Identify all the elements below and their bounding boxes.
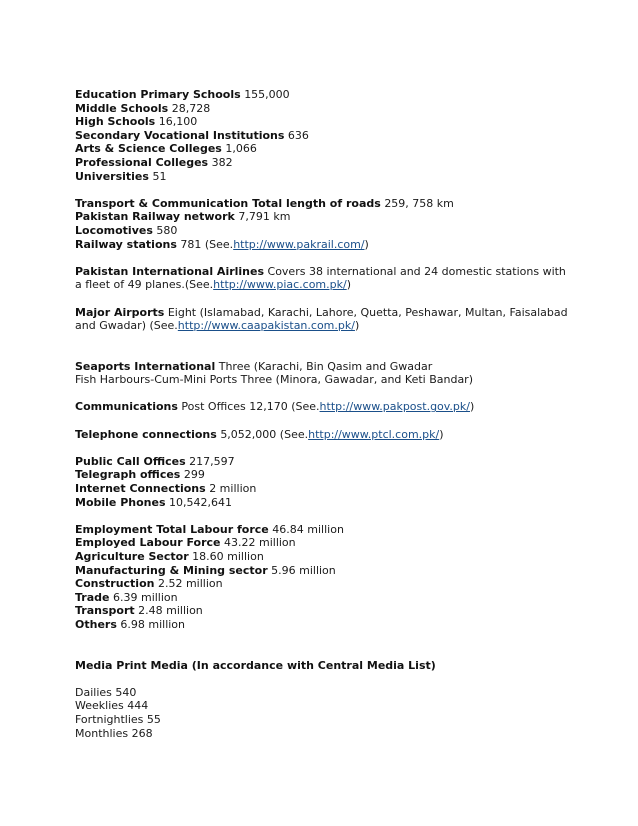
stat-label: Mobile Phones xyxy=(75,495,166,509)
caa-link[interactable]: http://www.caapakistan.com.pk/ xyxy=(177,319,355,333)
stat-value: 259, 758 km xyxy=(384,196,454,210)
stat-label: Employment Total Labour force xyxy=(75,522,269,536)
stat-line xyxy=(75,482,575,496)
fish-harbours-line: Fish Harbours-Cum-Mini Ports Three (Minora, Gawadar, and Keti Bandar) xyxy=(75,373,473,387)
stat-line xyxy=(75,224,575,238)
stat-line xyxy=(75,564,575,578)
stat-value: 155,000 xyxy=(244,88,290,101)
close-paren: ) xyxy=(364,237,369,251)
media-heading xyxy=(75,659,575,673)
stat-value: 51 xyxy=(152,169,167,183)
stat-value: 1,066 xyxy=(225,142,257,156)
stat-label: Internet Connections xyxy=(75,482,206,496)
list-item: Weeklies 444 xyxy=(75,699,149,713)
stat-value: 636 xyxy=(287,128,309,142)
stat-line xyxy=(75,360,575,374)
stat-label: Pakistan Railway network xyxy=(75,210,235,224)
stat-value: 46.84 million xyxy=(272,522,344,536)
document-page xyxy=(75,88,575,740)
stat-line xyxy=(75,496,575,510)
stat-line xyxy=(75,455,575,469)
stat-label: Secondary Vocational Institutions xyxy=(75,128,285,142)
stat-value: 6.98 million xyxy=(120,617,186,631)
stat-label: Transport & Communication Total length of roads xyxy=(75,196,381,210)
stat-label: Communications xyxy=(75,400,178,414)
stat-label: Construction xyxy=(75,577,155,591)
stat-label: Professional Colleges xyxy=(75,155,209,169)
stat-label: Public Call Offices xyxy=(75,454,186,468)
communications-line xyxy=(75,400,575,414)
transport-section xyxy=(75,197,575,251)
telephone-line xyxy=(75,428,575,442)
education-section xyxy=(75,88,575,183)
stat-line xyxy=(75,604,575,618)
stat-label: Education Primary Schools xyxy=(75,88,241,101)
ptcl-link[interactable]: http://www.ptcl.com.pk/ xyxy=(308,427,440,441)
stat-label: Locomotives xyxy=(75,223,153,237)
piac-link[interactable]: http://www.piac.com.pk/ xyxy=(213,278,347,292)
stat-line xyxy=(75,238,575,252)
stat-value: 43.22 million xyxy=(224,536,296,550)
employment-section xyxy=(75,523,575,632)
stat-line xyxy=(75,156,575,170)
stat-line xyxy=(75,170,575,184)
stat-line xyxy=(75,536,575,550)
media-heading-text: Media Print Media (In accordance with Central Media List) xyxy=(75,658,436,672)
stat-value: 2 million xyxy=(209,482,257,496)
stat-label: Agriculture Sector xyxy=(75,550,189,563)
stat-label: Pakistan International Airlines xyxy=(75,264,265,278)
list-item: Dailies 540 xyxy=(75,685,137,699)
telecom-section xyxy=(75,455,575,509)
stat-line xyxy=(75,468,575,482)
stat-label: Transport xyxy=(75,604,135,618)
stat-label: Arts & Science Colleges xyxy=(75,142,222,156)
stat-value: 6.39 million xyxy=(112,590,178,604)
stat-line xyxy=(75,142,575,156)
stat-line xyxy=(75,523,575,537)
stat-line xyxy=(75,88,575,102)
stat-value: 16,100 xyxy=(158,115,198,129)
stat-value: 217,597 xyxy=(189,454,235,468)
pia-paragraph xyxy=(75,265,575,292)
stat-value: 781 (See. xyxy=(180,237,234,251)
stat-value: Eight (Islamabad, Karachi, Lahore, Quetta, Peshawar, Multan, Faisalabad and Gwadar) (See. xyxy=(75,305,568,333)
close-paren: ) xyxy=(439,427,444,441)
stat-label: Employed Labour Force xyxy=(75,536,221,550)
stat-line xyxy=(75,129,575,143)
stat-line xyxy=(75,115,575,129)
stat-label: Railway stations xyxy=(75,237,177,251)
stat-line xyxy=(75,591,575,605)
stat-label: Universities xyxy=(75,169,149,183)
pakrail-link[interactable]: http://www.pakrail.com/ xyxy=(233,237,365,251)
list-item: Monthlies 268 xyxy=(75,726,153,740)
airports-paragraph xyxy=(75,306,575,333)
stat-label: Telephone connections xyxy=(75,427,217,441)
stat-line xyxy=(75,550,575,564)
stat-value: Post Offices 12,170 (See. xyxy=(181,400,320,414)
stat-label: Manufacturing & Mining sector xyxy=(75,563,268,577)
stat-line xyxy=(75,102,575,116)
stat-value: 5,052,000 (See. xyxy=(220,427,309,441)
close-paren: ) xyxy=(470,400,475,414)
stat-label: Seaports International xyxy=(75,359,216,373)
pakpost-link[interactable]: http://www.pakpost.gov.pk/ xyxy=(319,400,470,414)
stat-line xyxy=(75,210,575,224)
stat-label: Trade xyxy=(75,590,110,604)
stat-value: 28,728 xyxy=(171,101,211,115)
stat-line xyxy=(75,197,575,211)
stat-line xyxy=(75,618,575,632)
close-paren: ) xyxy=(346,278,351,292)
close-paren: ) xyxy=(354,319,360,333)
stat-label: Others xyxy=(75,617,117,631)
stat-value: 580 xyxy=(156,223,178,237)
list-item: Fortnightlies 55 xyxy=(75,712,161,726)
stat-value: Three (Karachi, Bin Qasim and Gwadar xyxy=(218,359,433,373)
stat-label: Telegraph offices xyxy=(75,468,181,482)
stat-value: 382 xyxy=(211,155,233,169)
stat-value: 2.48 million xyxy=(138,604,203,618)
stat-value: 7,791 km xyxy=(238,210,291,224)
seaports-section xyxy=(75,360,575,387)
stat-line xyxy=(75,577,575,591)
media-list xyxy=(75,686,575,740)
stat-value: 2.52 million xyxy=(157,577,223,591)
stat-value: Covers 38 international and 24 domestic stations with a fleet of 49 planes.(See. xyxy=(75,264,566,292)
stat-value: 5.96 million xyxy=(271,563,336,577)
stat-value: 10,542,641 xyxy=(169,495,232,509)
stat-value: 18.60 million xyxy=(192,550,264,563)
stat-label: Middle Schools xyxy=(75,101,169,115)
stat-value: 299 xyxy=(183,468,205,482)
stat-label: High Schools xyxy=(75,115,156,129)
stat-label: Major Airports xyxy=(75,305,165,319)
